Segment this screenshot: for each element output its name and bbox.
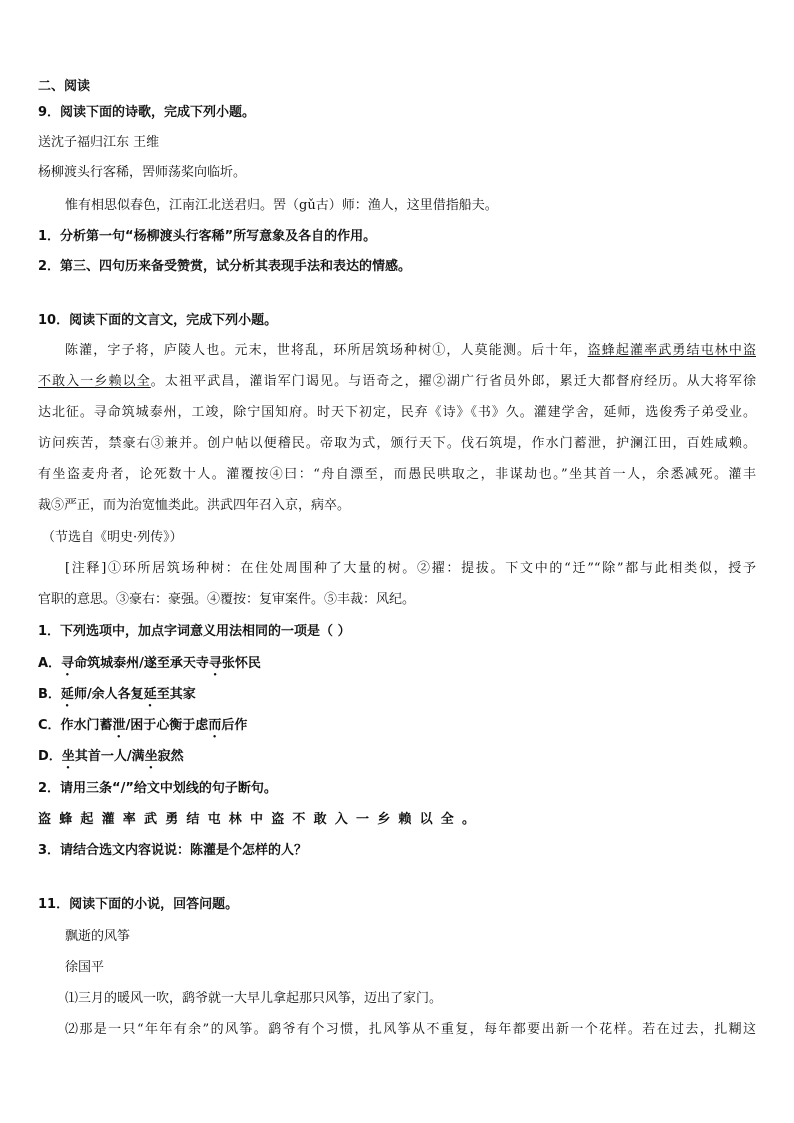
option-text: 其首一人/满 [74, 749, 145, 764]
section-header: 二、阅读 [38, 79, 91, 94]
option-text: 师/余人各复 [73, 687, 144, 702]
option-text: 后作 [221, 718, 248, 733]
question-9-title: 9．阅读下面的诗歌，完成下列小题。 [38, 105, 256, 120]
option-a[interactable] [38, 656, 261, 679]
story-author: 徐国平 [65, 960, 105, 975]
poem-line-1: 杨柳渡头行客稀，罟师荡桨向临圻。 [38, 165, 247, 180]
dotted-word: 延 [60, 687, 74, 702]
question-10-sub-3: 3．请结合选文内容说说：陈灌是个怎样的人？ [38, 843, 308, 858]
option-text: 至其家 [156, 687, 196, 702]
dotted-word: 坐 [144, 749, 158, 764]
passage-text: 陈灌，字子将，庐陵人也。元末，世将乱，环所居筑场种树①，人莫能测。后十年， [65, 343, 588, 358]
passage-line-4: 访问疾苦，禁豪右③兼并。创户帖以便稽民。帝取为式，颁行天下。伐石筑堤，作水门蓄泄，护澜江田，百姓咸赖。 [38, 436, 756, 451]
option-label: A． [38, 656, 62, 671]
dotted-word: 寻 [208, 656, 222, 671]
story-paragraph-1: ⑴三月的暖风一吹，鹞爷就一大早儿拿起那只风筝，迈出了家门。 [65, 991, 443, 1006]
story-title: 飘逝的风筝 [65, 929, 131, 944]
dotted-word: 而 [208, 718, 222, 733]
option-d[interactable] [38, 749, 184, 772]
question-9-sub-1: 1．分析第一句“杨柳渡头行客稀”所写意象及各自的作用。 [38, 229, 377, 244]
passage-source: （节选自《明史·列传》） [42, 530, 183, 545]
passage-line-1 [65, 343, 756, 359]
dotted-word: 寻 [61, 656, 75, 671]
question-10-title: 10．阅读下面的文言文，完成下列小题。 [38, 313, 278, 328]
option-label: C．作水门蓄 [38, 718, 113, 733]
passage-line-5: 有坐盗麦舟者，论死数十人。灌覆按④曰：“舟自漂至，而愚民哄取之，非谋劫也。”坐其首一人，余悉减死。灌丰 [38, 467, 756, 482]
question-10-sub-1: 1．下列选项中，加点字词意义用法相同的一项是（ ） [38, 624, 351, 639]
passage-line-2 [38, 374, 756, 390]
underlined-sentence-part-2: 不敢入一乡赖以全 [38, 374, 151, 389]
question-10-sub-2: 2．请用三条“/”给文中划线的句子断句。 [38, 781, 277, 796]
poem-title: 送沈子福归江东 王维 [38, 135, 160, 150]
option-label: B． [38, 687, 61, 702]
question-9-sub-2: 2．第三、四句历来备受赞赏，试分析其表现手法和表达的情感。 [38, 259, 412, 274]
story-paragraph-2: ⑵那是一只“年年有余”的风筝。鹞爷有个习惯，扎风筝从不重复，每年都要出新一个花样。若在过去，扎糊这 [65, 1022, 756, 1037]
dotted-word: 延 [143, 687, 157, 702]
option-text: 命筑城泰州/遂至承天寺 [74, 656, 209, 671]
dotted-word: 泄 [112, 718, 126, 733]
annotation-line-2: 官职的意思。③豪右：豪强。④覆按：复审案件。⑤丰裁：风纪。 [38, 592, 416, 607]
question-11-title: 11．阅读下面的小说，回答问题。 [38, 897, 239, 912]
option-text: 寂然 [157, 749, 184, 764]
option-label: D． [38, 749, 62, 764]
dotted-word: 坐 [61, 749, 75, 764]
passage-line-6: 裁⑤严正，而为治宽恤类此。洪武四年召入京，病卒。 [38, 498, 351, 513]
option-text: 张怀民 [221, 656, 261, 671]
underlined-sentence-part-1: 盗蜂起灌率武勇结屯林中盗 [587, 343, 756, 358]
annotation-line-1: [注释]①环所居筑场种树：在住处周围种了大量的树。②擢：提拔。下文中的“迁”“除”都与此相类似，授予 [65, 561, 756, 576]
option-b[interactable] [38, 687, 196, 710]
option-text: /困于心衡于虑 [125, 718, 209, 733]
option-c[interactable] [38, 718, 247, 741]
sentence-to-punctuate: 盗蜂起灌率武勇结屯林中盗不敢入一乡赖以全。 [38, 812, 484, 827]
passage-text: 。太祖平武昌，灌诣军门谒见。与语奇之，擢②湖广行省员外郎，累迁大都督府经历。从大将军徐 [150, 374, 756, 389]
poem-line-2: 惟有相思似春色，江南江北送君归。罟（gǔ古）师：渔人，这里借指船夫。 [65, 198, 498, 213]
passage-line-3: 达北征。寻命筑城泰州，工竣，除宁国知府。时天下初定，民弃《诗》《书》久。灌建学舍，延师，选俊秀子弟受业。 [38, 405, 756, 420]
